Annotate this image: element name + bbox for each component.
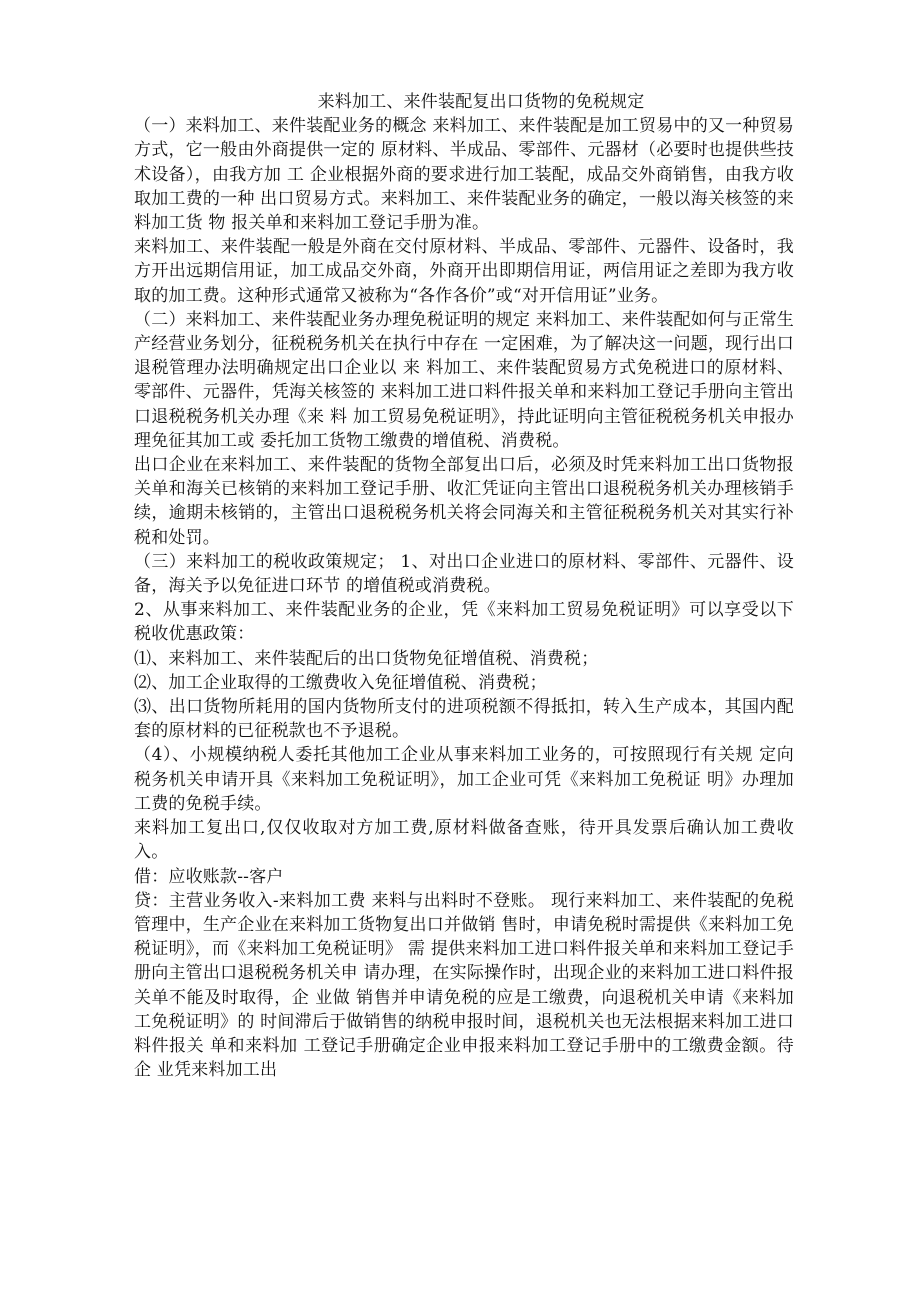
paragraph-tax-policy: （三）来料加工的税收政策规定； 1、对出口企业进口的原材料、零部件、元器件、设备，海关予以免征进口环节 的增值税或消费税。: [134, 551, 794, 597]
paragraph-exemption-certificate: （二）来料加工、来件装配业务办理免税证明的规定 来料加工、来件装配如何与正常生产经营业务划分，征税税务机关在执行中存在 一定困难，为了解决这一问题，现行出口退税管理办法明确规定出口企业以 来 料加工、来件装配贸易方式免税进口的原材料、零部件、元器件，凭海关核签的 来料加工进口料件报关单和来料加工登记手册向主管出口退税税务机关办理《来 料 加工贸易免税证明》，持此证明向主管征税税务机关申报办理免征其加工或 委托加工货物工缴费的增值税、消费税。: [134, 309, 794, 451]
paragraph-verification: 出口企业在来料加工、来件装配的货物全部复出口后，必须及时凭来料加工出口货物报关单和海关已核销的来料加工登记手册、收汇凭证向主管出口退税税务机关办理核销手续，逾期未核销的，主管出口退税税务机关将会同海关和主管征税税务机关对其实行补税和处罚。: [134, 455, 794, 548]
list-item-2: ⑵、加工企业取得的工缴费收入免征增值税、消费税；: [134, 672, 547, 693]
paragraph-concept: （一）来料加工、来件装配业务的概念 来料加工、来件装配是加工贸易中的又一种贸易方式，它一般由外商提供一定的 原材料、半成品、零部件、元器材（必要时也提供些技术设备），由我方加 工 企业根据外商的要求进行加工装配，成品交外商销售，由我方收取加工费的一种 出口贸易方式。来料加工、来件装配业务的确定，一般以海关核签的来料加工货 物 报关单和来料加工登记手册为准。: [134, 116, 794, 234]
document-page: [134, 90, 794, 1082]
paragraph-small-scale: （4）、小规模纳税人委托其他加工企业从事来料加工业务的，可按照现行有关规 定向税务机关申请开具《来料加工免税证明》，加工企业可凭《来料加工免税证 明》办理加工费的免税手续。: [134, 745, 794, 814]
paragraph-letter-of-credit: 来料加工、来件装配一般是外商在交付原材料、半成品、零部件、元器件、设备时，我方开出远期信用证，加工成品交外商，外商开出即期信用证，两信用证之差即为我方收取的加工费。这种形式通常又被称为“各作各价”或“对开信用证”业务。: [134, 237, 794, 306]
journal-credit: 贷：主营业务收入-来料加工费 来料与出料时不登账。 现行来料加工、来件装配的免税管理中，生产企业在来料加工货物复出口并做销 售时，申请免税时需提供《来料加工免税证明》，而《来料加工免税证明》 需 提供来料加工进口料件报关单和来料加工登记手册向主管出口退税税务机关申 请办理，在实际操作时，出现企业的来料加工进口料件报关单不能及时取得，企 业做 销售并申请免税的应是工缴费，向退税机关申请《来料加工免税证明》的 时间滞后于做销售的纳税申报时间，退税机关也无法根据来料加工进口料件报关 单和来料加 工登记手册确定企业申报来料加工登记手册中的工缴费金额。待企 业凭来料加工出: [134, 890, 794, 1081]
list-item-1: ⑴、来料加工、来件装配后的出口货物免征增值税、消费税；: [134, 648, 599, 669]
paragraph-accounting: 来料加工复出口,仅仅收取对方加工费,原材料做备查账，待开具发票后确认加工费收入。: [134, 818, 794, 863]
list-item-3: ⑶、出口货物所耗用的国内货物所支付的进项税额不得抵扣，转入生产成本，其国内配套的原材料的已征税款也不予退税。: [134, 697, 794, 742]
journal-debit: 借：应收账款--客户: [134, 866, 284, 887]
paragraph-preferential: 2、从事来料加工、来件装配业务的企业，凭《来料加工贸易免税证明》可以享受以下税收优惠政策：: [134, 600, 794, 645]
document-title: 来料加工、来件装配复出口货物的免税规定: [317, 92, 645, 112]
